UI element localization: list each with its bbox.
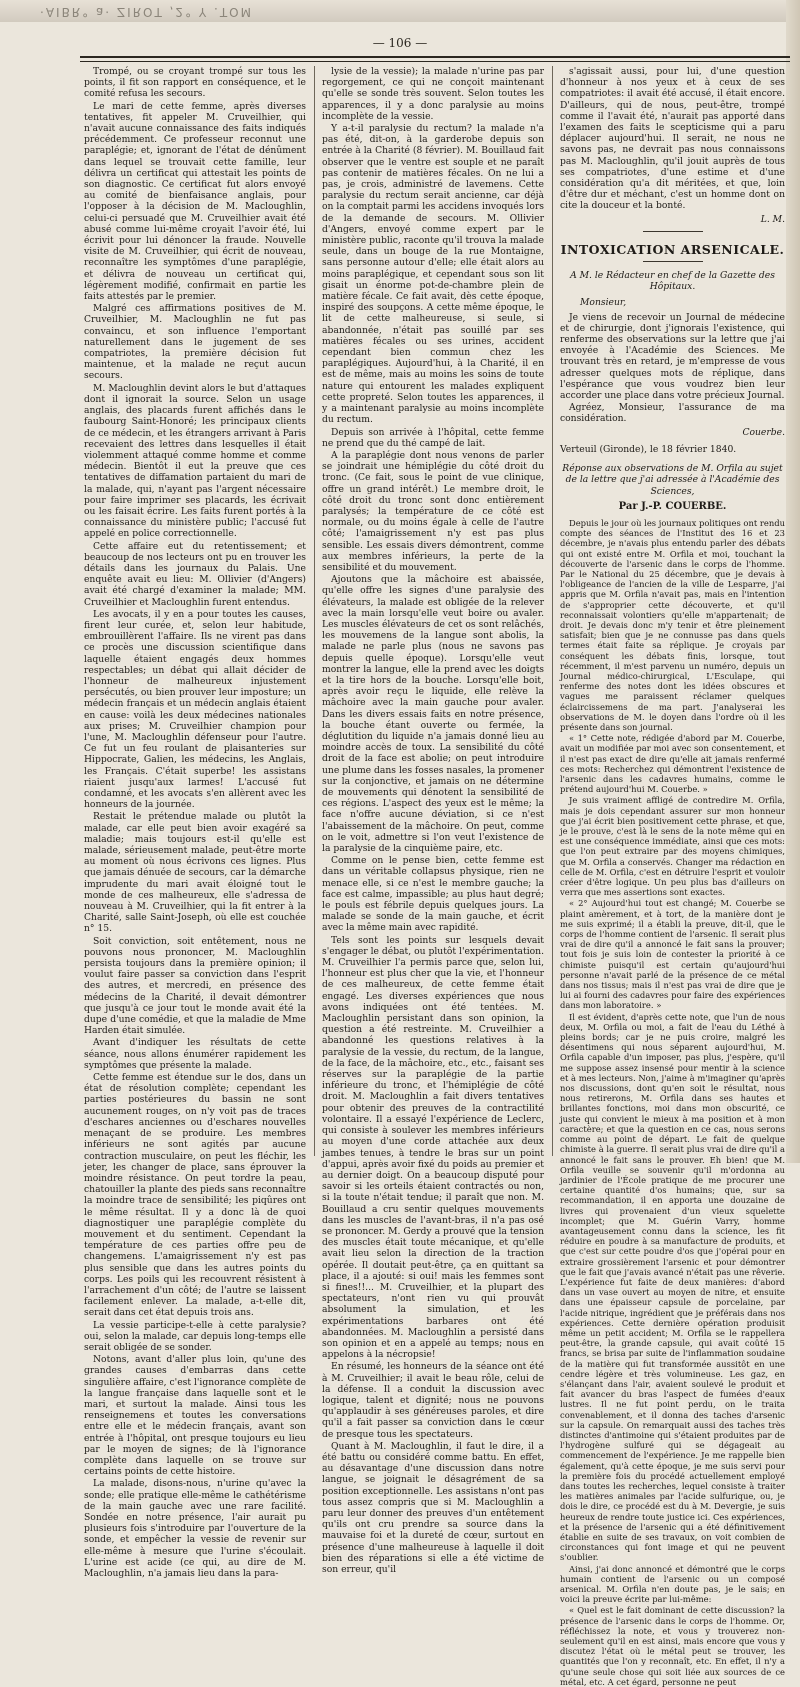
paragraph: lysie de la vessie); la malade n'urine pas par regorgement, ce qui ne conçoit maintenant qu'elle se sonde très souvent. Selon toutes les apparences, il y a donc paralysie au moins incomplète de la vessie.	[322, 66, 544, 122]
column-divider	[314, 66, 315, 1156]
paragraph: Quant à M. Macloughlin, il faut le dire, il a été battu ou considéré comme battu. En effet, au désavantage d'une discussion dans notre langue, se joignait le désagrément de sa position exceptionnelle. Les assistans n'ont pas tous assez compris que si M. Macloughlin a paru leur donner des preuves d'un entêtement qu'ils ont cru prendre sa source dans la mauvaise foi et la dureté de cœur, surtout en présence d'une malheureuse à laquelle il doit bien des réparations si elle a été victime de son erreur, qu'il	[322, 1440, 544, 1576]
paragraph: « Quel est le fait dominant de cette discussion? la présence de l'arsenic dans le corps de l'homme. Or, réfléchissez la note, et vous y trouverez non-seulement qu'il en est ainsi, mais encore que vous y discutez l'état où le métal peut se trouver, les quantités que l'on y reconnaît, etc. En effet, il n'y a qu'une seule chose qui soit liée aux sources de ce métal, etc. A cet égard, personne ne peut	[560, 1605, 785, 1687]
byline: Par J.-P. COUERBE.	[618, 500, 727, 512]
paragraph: Les avocats, il y en a pour toutes les causes, firent leur curée, et, selon leur habitude, embrouillèrent l'affaire. Ils ne virent pas dans ce procès une discussion scientifique dans laquelle étaient engagés deux hommes respectables; un débat qui allait décider de l'honneur de malheureux injustement persécutés, ou bien prouver leur imposture; un médecin français et un médecin anglais étaient en cause: voilà les deux médecines nationales aux prises; M. Cruveilhier champion pour l'une, M. Macloughlin défenseur pour l'autre. Ce fut un feu roulant de plaisanteries sur Hippocrate, Galien, les médecins, les Anglais, les Français. C'était superbe! les assistans riaient jusqu'aux larmes! L'accusé fut condamné, et les avocats s'en allèrent avec les honneurs de la journée.	[84, 608, 306, 811]
paragraph: « 1° Cette note, rédigée d'abord par M. Couerbe, avait un modifiée par moi avec son consentement, et il n'est pas exact de dire qu'elle ait jamais renfermé ces mots: Recherchez qui démontrent l'existence de l'arsenic dans les cadavres humains, comme le prétend aujourd'hui M. Couerbe. »	[560, 733, 785, 795]
page-edge	[786, 0, 800, 1163]
paragraph: A la paraplégie dont nous venons de parler se joindrait une hémiplégie du côté droit du tronc. (Ce fait, sous le point de vue clinique, offre un grand intérêt.) Le membre droit, le côté droit du tronc sont donc entièrement paralysés; la température de ce côté est normale, ou du moins égale à celle de l'autre côté; l'amaigrissement n'y est pas plus sensible. Les essais divers démontrent, comme aux membres inférieurs, la perte de la sensibilité et du mouvement.	[322, 449, 544, 573]
separator-rule	[643, 261, 703, 262]
page-number: — 106 —	[372, 36, 428, 50]
letter-salutation: Monsieur,	[580, 297, 627, 309]
paragraph: Soit conviction, soit entêtement, nous ne pouvons nous prononcer, M. Macloughlin persista toujours dans la première opinion; il voulut faire passer sa conviction dans l'esprit des autres, et mercredi, en présence des médecins de la Charité, il devait démontrer que jusqu'à ce jour tout le monde avait été la dupe d'une comédie, et que la maladie de Mme Harden était simulée.	[84, 935, 306, 1037]
place-date: Verteuil (Gironde), le 18 février 1840.	[560, 443, 737, 455]
paragraph: Ajoutons que la mâchoire est abaissée, qu'elle offre les signes d'une paralysie des élévateurs, la malade est obligée de la relever avec la main lorsqu'elle veut boire ou avaler. Les muscles élévateurs de cet os sont relâchés, les mouvemens de la langue sont abolis, la malade ne parle plus (nous ne savons pas depuis quelle époque). Lorsqu'elle veut montrer la langue, elle la prend avec les doigts et la tire hors de la bouche. Lorsqu'elle boit, après avoir reçu le liquide, elle relève la mâchoire avec la main gauche pour avaler. Dans les divers essais faits en notre présence, la bouche étant ouverte ou fermée, la déglutition du liquide n'a jamais donné lieu au moindre accès de toux. La sensibilité du côté droit de la face est abolie; on peut introduire une plume dans les fosses nasales, la promener sur la conjonctive, et jamais on ne détermine de mouvements qui dénotent la sensibilité de ces régions. L'aspect des yeux est le même; la face n'offre aucune déviation, si ce n'est l'abaissement de la mâchoire. On peut, comme on le voit, admettre si l'on veut l'existence de la paralysie de la cinquième paire, etc.	[322, 574, 544, 855]
header-rule	[80, 56, 790, 62]
paragraph: Je viens de recevoir un Journal de médecine et de chirurgie, dont j'ignorais l'existence, qui renferme des observations sur la lettre que j'ai envoyée à l'Académie des Sciences. Me trouvant très en retard, je m'empresse de vous adresser quelques mots de réplique, dans l'espérance que vous voudrez bien leur accorder une place dans votre précieux Journal.	[560, 311, 785, 402]
paragraph: Malgré ces affirmations positives de M. Cruveilhier, M. Macloughlin ne fut pas convaincu, et son influence l'emportant naturellement dans le jugement de ses compatriotes, la première décision fut maintenue, et la malade ne reçut aucun secours.	[84, 303, 306, 382]
paragraph: Notons, avant d'aller plus loin, qu'une des grandes causes d'embarras dans cette singulière affaire, c'est l'ignorance complète de la langue française dans laquelle sont et le mari, et surtout la malade. Ainsi tous les renseignemens et toutes les conversations entre elle et le médecin français, avant son entrée à l'hôpital, ont presque toujours eu lieu par le moyen de signes; de là l'ignorance complète dans laquelle on se trouve sur certains points de cette histoire.	[84, 1354, 306, 1478]
author-signature: L. M.	[760, 213, 785, 225]
paragraph: Trompé, ou se croyant trompé sur tous les points, il fit son rapport en conséquence, et le comité refusa les secours.	[84, 66, 306, 100]
column-2	[322, 66, 544, 1576]
paragraph: Ainsi, j'ai donc annoncé et démontré que le corps humain contient de l'arsenic ou un composé arsenical. M. Orfila n'en doute pas, je le sais; en voici la preuve écrite par lui-même:	[560, 1563, 785, 1605]
paragraph: La vessie participe-t-elle à cette paralysie? oui, selon la malade, car depuis long-temps elle serait obligée de se sonder.	[84, 1319, 306, 1353]
article-title: INTOXICATION ARSENICALE.	[560, 241, 785, 257]
paragraph: M. Macloughlin devint alors le but d'attaques dont il ignorait la source. Selon un usage anglais, des placards furent affichés dans le faubourg Saint-Honoré; les principaux clients de ce médecin, et les étrangers arrivant à Paris recevaient des lettres dans lesquelles il était violemment attaqué comme homme et comme médecin. Bientôt il eut la preuve que ces tentatives de diffamation partaient du mari de la malade, qui, n'ayant pas l'argent nécessaire pour faire imprimer ses placards, les écrivait ou les faisait écrire. Les faits furent portés à la connaissance du ministère public; l'accusé fut appelé en police correctionnelle.	[84, 382, 306, 540]
paragraph: Restait le prétendue malade ou plutôt la malade, car elle peut bien avoir exagéré sa maladie; mais toujours est-il qu'elle est malade, sérieusement malade, peut-être morte au moment où nous écrivons ces lignes. Plus que jamais dénuée de secours, car la démarche imprudente du mari avait éloigné tout le monde de ces malheureux, elle s'adressa de nouveau à M. Cruveilhier, qui la fit entrer à la Charité, salle Saint-Joseph, où elle est couchée n° 15.	[84, 811, 306, 935]
bleed-through-text: ·AIBR° a· ZIROT ,2° Y .TOM	[0, 0, 800, 22]
paragraph: s'agissait aussi, pour lui, d'une question d'honneur à nos yeux et à ceux de ses compatriotes: il avait été accusé, il était encore. D'ailleurs, qui de nous, peut-être, trompé comme il l'avait été, n'aurait pas apporté dans l'examen des faits le scepticisme qui a paru déplacer aujourd'hui. Il serait, ne nous ne savons pas, ne devrait pas nous connaissons pas M. Macloughlin, qu'il jouit auprès de tous ses compatriotes, d'une estime et d'une considération qu'a dit méritées, et que, loin d'être dur et méchant, c'est un homme dont on cite la douceur et la bonté.	[560, 66, 785, 212]
paragraph: Agréez, Monsieur, l'assurance de ma considération.	[560, 402, 785, 425]
paragraph: Comme on le pense bien, cette femme est dans un véritable collapsus physique, rien ne menace elle, si ce n'est le membre gauche; la face est calme, impassible; au plus haut degré; le pouls est fébrile depuis quelques jours. La malade se sonde de la main gauche, et écrit avec la même main avec rapidité.	[322, 855, 544, 934]
paragraph: Il est évident, d'après cette note, que l'un de nous deux, M. Orfila ou moi, a fait de l'eau du Léthé à pleins bords; car je ne puis croire, malgré les désentimens qui nous séparent aujourd'hui, M. Orfila capable d'un imposer, pas plus, j'espère, qu'il me suppose assez insensé pour mentir à la science et à mes lecteurs. Non, j'aime à m'imaginer qu'après nos discussions, dont qu'en soit le résultat, nous nous retirerons, M. Orfila dans ses hautes et brillantes fonctions, moi dans mon obscurité, ce juste qui convient le mieux à ma position et à mon caractère; et que la question en ce cas, nous serons comme au point de départ. Le fait de quelque chimiste à la guerre. Il serait plus vrai de dire qu'il a annoncé le fait sans le prouver. Eh bien! que M. Orfila veuille se souvenir qu'il m'ordonna au jardinier de l'École pratique de me procurer une certaine quantité d'os humains; que, sur sa recommandation, il en apporta une douzaine de livres qui provenaient d'un vieux squelette incomplet; que M. Guérin Varry, homme avantageusement connu dans la science, les fit réduire en poudre à sa manufacture de produits, et que c'est sur cette poudre d'os que j'opérai pour en extraire grossièrement l'arsenic et pour démontrer que le fait que j'avais avancé n'était pas une rêverie. L'expérience fut faite de deux manières: d'abord dans un vase ouvert au moyen de nitre, et ensuite dans une épaisseur capsule de porcelaine, par l'acide nitrique, ingrédient que je préférais dans nos expériences. Cette dernière opération produisit même un petit accident; M. Orfila se le rappellera peut-être, la grande capsule, qui avait coûté 15 francs, se brisa par suite de l'inflammation soudaine de la matière qui fut transformée aussitôt en une cendre légère et très volumineuse. Les gaz, en s'élançant dans l'air, avaient soulevé le produit et fait avancer du bras l'aspect de fumées d'eaux lustres. Il ne fut point perdu, on le traita convenablement, et il donna des taches d'arsenic sur la capsule. On remarquait aussi des taches très distinctes d'antimoine qui s'étaient produites par de l'hydrogène sulfuré qui se dégageait au commencement de l'expérience. Je me rappelle bien également, qu'à cette époque, je me suis servi pour la première fois du procédé actuellement employé dans toutes les recherches, lequel consiste à traiter les matières animales par l'acide sulfurique, ou, je dois le dire, ce procédé est du à M. Devergie, je suis heureux de rendre toute justice ici. Ces expériences, et la présence de l'arsenic qui a été définitivement établie en suite de ses travaux, on voit combien de circonstances qui font image et qui ne peuvent s'oublier.	[560, 1011, 785, 1563]
paragraph: Je suis vraiment affligé de contredire M. Orfila, mais je dois cependant assurer sur mon honneur que j'ai écrit bien positivement cette phrase, et que, je le prouve, c'est là le sens de la note même qui en est une conséquence immédiate, ainsi que ces mots: que l'on peut extraire par des moyens chimiques, que M. Orfila a conservés. Changer ma rédaction en celle de M. Orfila, c'est en détruire l'esprit et vouloir créer d'être logique. Un peu plus bas d'ailleurs on verra que mes assertions sont exactes.	[560, 795, 785, 898]
column-divider	[552, 66, 553, 1156]
paragraph: Depuis le jour où les journaux politiques ont rendu compte des séances de l'Institut des 16 et 23 décembre, je n'avais plus entendu parler des débats qui ont existé entre M. Orfila et moi, touchant la découverte de l'arsenic dans le corps de l'homme. Par le National du 25 décembre, que je devais à l'obligeance de l'ancien de la ville de Lesparre, j'ai appris que M. Orfila n'avait pas, mais en l'intention de s'approprier cette découverte, et qu'il reconnaissait volontiers qu'elle m'appartenait; de droit. Je devais donc m'y tenir et être pleinement satisfait; bien que je ne connusse pas dans quels termes était faite sa réplique. Je croyais par conséquent les débats finis, lorsque, tout récemment, il m'est parvenu un numéro, depuis un Journal médico-chirurgical, L'Esculape, qui renferme des notes dont les idées obscures et vagues me paraissent réclamer quelques éclaircissemens de ma part. J'analyserai les observations de M. le doyen dans l'ordre où il les présente dans son journal.	[560, 517, 786, 732]
column-1	[84, 66, 306, 1580]
letter-signer: Couerbe.	[742, 426, 785, 438]
paragraph: En résumé, les honneurs de la séance ont été à M. Cruveilhier; il avait le beau rôle, celui de la défense. Il a conduit la discussion avec logique, talent et dignité; nous ne pouvons qu'applaudir à ses généreuses paroles, et dire qu'il a fait passer sa conviction dans le cœur de presque tous les spectateurs.	[322, 1361, 544, 1440]
paragraph: Cette affaire eut du retentissement; et beaucoup de nos lecteurs ont pu en trouver les détails dans les journaux du Palais. Une enquête avait eu lieu: M. Ollivier (d'Angers) avait été chargé d'examiner la malade; MM. Cruveilhier et Macloughlin furent entendus.	[84, 540, 306, 608]
paragraph: Depuis son arrivée à l'hôpital, cette femme ne prend que du thé campé de lait.	[322, 426, 544, 449]
column-3	[560, 66, 786, 1687]
reply-title: Réponse aux observations de M. Orfila au sujet de la lettre que j'ai adressée à l'Académie des Sciences,	[562, 463, 783, 497]
paragraph: « 2° Aujourd'hui tout est changé; M. Couerbe se plaint amèrement, et à tort, de la manière dont je me suis exprimé; il a établi la preuve, dit-il, que le corps de l'homme contient de l'arsenic. Il serait plus vrai de dire qu'il a annoncé le fait sans la prouver; tout fois je suis loin de contester la priorité à ce chimiste puisqu'il est certain qu'aujourd'hui personne n'avait parlé de la présence de ce métal dans nos tissus; mais il n'est pas vrai de dire que je lui ai fourni des cadavres pour faire des expériences dans mon laboratoire. »	[560, 898, 785, 1011]
paragraph: Y a-t-il paralysie du rectum? la malade n'a pas été, dit-on, à la garderobe depuis son entrée à la Charité (8 février). M. Bouillaud fait observer que le ventre est souple et ne paraît pas contenir de matières fécales. On ne lui a pas, je crois, administré de lavemens. Cette paralysie du rectum serait ancienne, car déjà on la comptait parmi les accidens invoqués lors de la demande de secours. M. Ollivier d'Angers, envoyé comme expert par le ministère public, raconte qu'il trouva la malade seule, dans un bouge de la rue Montaigne, sans personne autour d'elle; elle était alors au moins paraplégique, et cependant sous son lit gisait un énorme pot-de-chambre plein de matière fécale. Ce fait avait, dès cette époque, inspiré des soupçons. A cette même époque, le lit de cette malheureuse, si seule, si abandonnée, n'était pas souillé par ses matières fécales ou ses urines, accident cependant bien commun chez les paraplégiques. Aujourd'hui, à la Charité, il en est de même, mais au moins les soins de toute nature qui entourent les malades expliquent cette propreté. Selon toutes les apparences, il y a maintenant paralysie au moins incomplète du rectum.	[322, 123, 544, 426]
paragraph: La malade, disons-nous, n'urine qu'avec la sonde; elle pratique elle-même le cathétérisme de la main gauche avec une rare facilité. Sondée en notre présence, l'air aurait pu plusieurs fois s'introduire par l'ouverture de la sonde, et empêcher la vessie de revenir sur elle-même à mesure que l'urine s'écoulait. L'urine est acide (ce qui, au dire de M. Macloughlin, n'a jamais lieu dans la para-	[84, 1478, 306, 1580]
paragraph: Le mari de cette femme, après diverses tentatives, fit appeler M. Cruveilhier, qui n'avait aucune connaissance des faits indiqués précédemment. Ce professeur reconnut une paraplégie; et, ignorant de l'état de dénûment dans lequel se trouvait cette famille, leur délivra un certificat qui attestait les points de son diagnostic. Ce certificat fut alors envoyé au comité de bienfaisance anglais, pour l'opposer à la décision de M. Macloughlin, celui-ci persuadé que M. Cruveilhier avait été abusé comme lui-même croyait l'avoir été, lui écrivit pour lui dénoncer la fraude. Nouvelle visite de M. Cruveilhier, qui écrit de nouveau, reconnaître les symptômes d'une paraplégie, et délivra de nouveau un certificat qui, légèrement modifié, confirmait en partie les faits attestés par le premier.	[84, 100, 306, 303]
paragraph: Avant d'indiquer les résultats de cette séance, nous allons énumérer rapidement les symptômes que présente la malade.	[84, 1037, 306, 1071]
paragraph: Cette femme est étendue sur le dos, dans un état de résolution complète; cependant les parties postérieures du bassin ne sont aucunement rouges, on n'y voit pas de traces d'eschares anciennes ou d'eschares nouvelles menaçant de se produire. Les membres inférieurs ne sont agités par aucune contraction musculaire, on peut les fléchir, les jeter, les changer de place, sans éprouver la moindre résistance. On peut tordre la peau, chatouiller la plante des pieds sans reconnaître la moindre trace de sensibilité; les piqûres ont le même résultat. Il y a donc là de quoi diagnostiquer une paraplégie complète du mouvement et du sentiment. Cependant la température de ces parties offre peu de changemens. L'amaigrissement n'y est pas plus sensible que dans les autres points du corps. Les poils qui les recouvrent résistent à l'arrachement d'un côté; de l'autre se laissent facilement enlever. La malade, a-t-elle dit, serait dans cet état depuis trois ans.	[84, 1072, 306, 1319]
separator-rule	[643, 231, 703, 232]
letter-address: A M. le Rédacteur en chef de la Gazette des Hôpitaux.	[570, 270, 775, 293]
paragraph: Tels sont les points sur lesquels devait s'engager le débat, ou plutôt l'expérimentation. M. Cruveilhier l'a permis parce que, selon lui, l'honneur est plus cher que la vie, et l'honneur de ces malheureux, de cette femme était engagé. Les diverses expériences que nous avons indiquées ont été tentées. M. Macloughlin persistant dans son opinion, la question a été restreinte. M. Cruveilhier a abandonné les questions relatives à la paralysie de la vessie, du rectum, de la langue, de la face, de la mâchoire, etc., etc., faisant ses réserves sur la paraplégie de la partie inférieure du tronc, et l'hémiplégie de côté droit. M. Macloughlin a fait divers tentatives pour obtenir des preuves de la contractilité volontaire. Il a essayé l'expérience de Leclerc, qui consiste à soulever les membres inférieurs au moyen d'une corde attachée aux deux jambes tenues, à tendre le bras sur un point d'appui, après avoir fixé du poids au premier et au dernier doigt. On a beaucoup disputé pour savoir si les orteils étaient contractés ou non, si la toute n'était tendue; il paraît que non. M. Bouillaud a cru sentir quelques mouvements dans les muscles de l'avant-bras, il n'a pas osé se prononcer. M. Gerdy a prouvé que la tension des muscles était toute mécanique, et qu'elle avait lieu selon la direction de la traction opérée. Il doutait peut-être, ça en quittant sa place, il a ajouté: si oui! mais les femmes sont si fines!!... M. Cruveilhier, et la plupart des spectateurs, n'ont rien vu qui prouvât absolument la simulation, et les expérimentations barbares ont été abandonnées. M. Macloughlin a persisté dans son opinion et en a appelé au temps; nous en appelons à la nécropsie!	[322, 934, 544, 1361]
